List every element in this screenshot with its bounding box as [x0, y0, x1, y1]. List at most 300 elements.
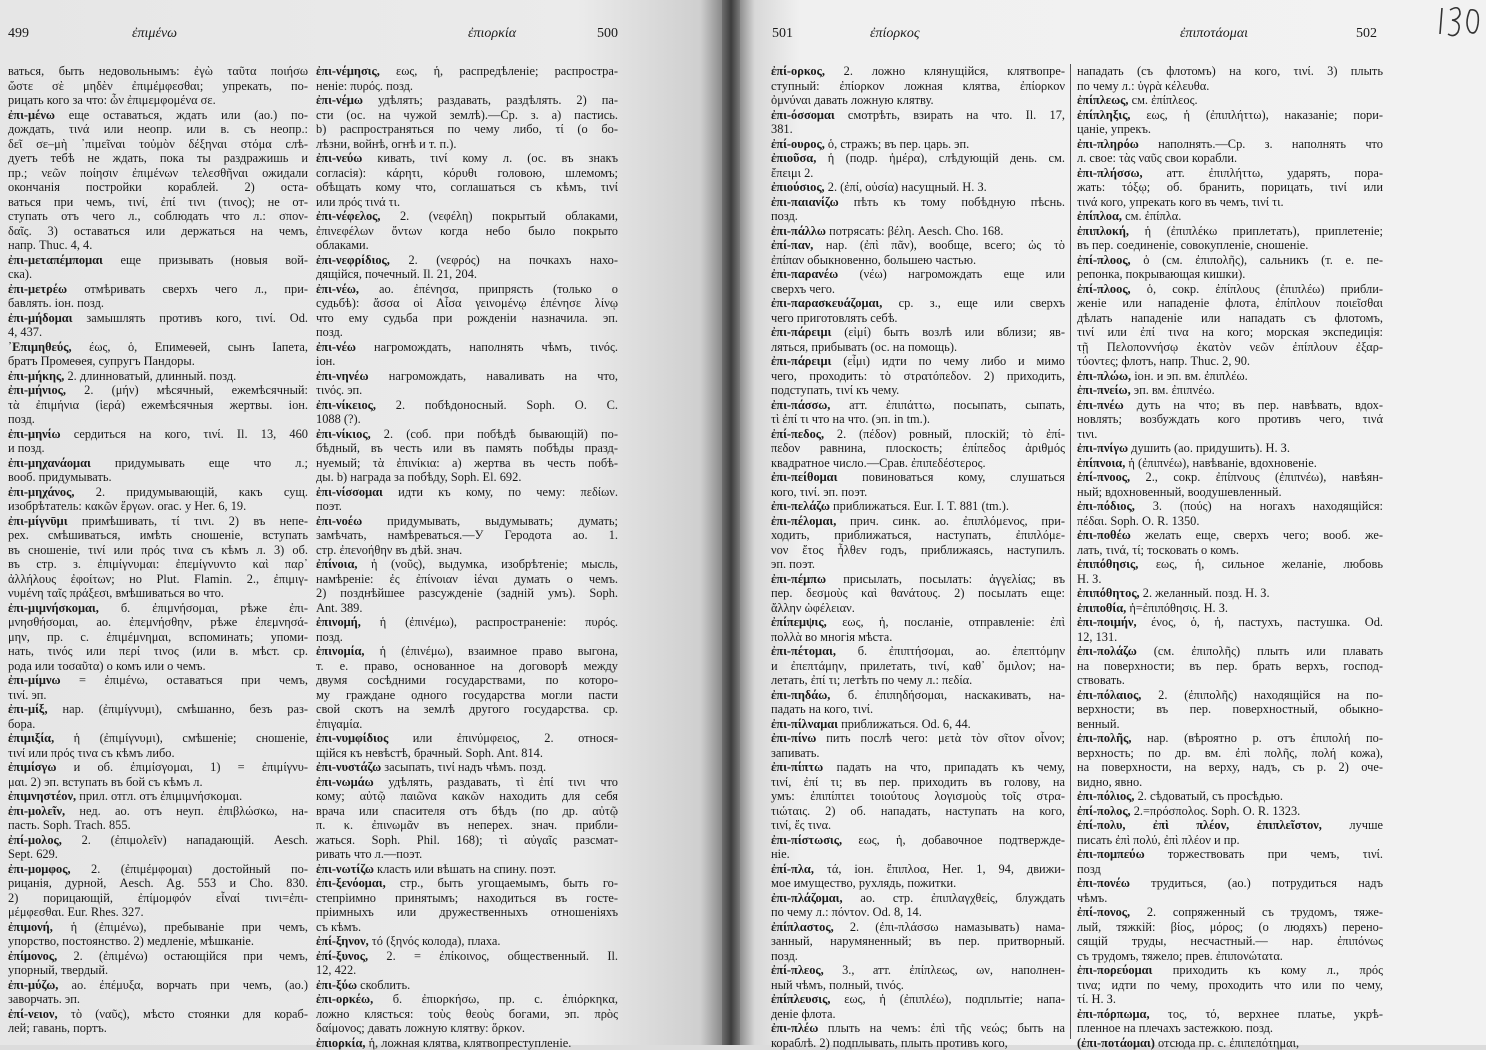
headword: ἐπίπλευσις, [771, 992, 830, 1006]
headword: ἐπίπνοια, [1077, 456, 1125, 470]
text-line: новлять; возбуждать кого противъ чего, τινά [1077, 412, 1383, 427]
headword: ἐπιμονή, [8, 920, 53, 934]
definition-text: іон. и эп. вм. ἐπιπλέω. [1131, 369, 1248, 383]
definition-text: 2. длинноватый, длинный. позд. [64, 369, 236, 383]
page-number: 500 [597, 26, 618, 42]
headword: ἐπι-νεφρίδιος, [316, 253, 390, 267]
headword: ἐπι-πνέω [1077, 398, 1124, 412]
entry-first-line [8, 383, 308, 398]
text-line: позд. [771, 209, 1065, 224]
dictionary-column [8, 64, 308, 1036]
definition-text: нар. (ἐπὶ πᾶν), вообще, всего; ὡς τὸ [813, 238, 1065, 252]
text-line: сящій труды, несчастный.— нар. ἐπιπόνως [1077, 934, 1383, 949]
entry-first-line [771, 963, 1065, 978]
text-line: позд. [8, 412, 308, 427]
text-line: τινί, ἐπί τι; въ пер. приходить въ голову, на [771, 775, 1065, 790]
definition-text: ἡ (ἐπινέμω), распространеніе: πυρός. [361, 615, 618, 629]
definition-text: (см. ἐπιπολῆς) плыть или плавать [1137, 644, 1383, 658]
entry-first-line [1077, 601, 1383, 616]
text-line: писать ἐπὶ πολύ, ἐπὶ πλέον и пр. [1077, 833, 1383, 848]
definition-text: 2. (ἐπιμολεῖν) нападающій. Aesch. [62, 833, 308, 847]
definition-text: падать на что, припадать къ чему, [823, 760, 1065, 774]
entry-first-line [771, 688, 1065, 703]
text-line: ступать отъ чего л., соблюдать что л.: σπον- [8, 209, 308, 224]
entry-first-line [771, 499, 1065, 514]
entry-first-line [8, 804, 308, 819]
definition-text: = ἐπιμένω, оставаться при чемъ, [61, 673, 308, 687]
headword: ᾽Επιμηθεύς, [8, 340, 72, 354]
entry-first-line [316, 398, 618, 413]
text-line: жаться. Soph. Phil. 168); τὶ αὐγαῖς разсмат- [316, 833, 618, 848]
entry-first-line [771, 267, 1065, 282]
entry-first-line [1077, 137, 1383, 152]
entry-first-line [8, 731, 308, 746]
definition-text: желать еще, сверхъ чего; вооб. же- [1131, 528, 1383, 542]
definition-text: отсюда пр. с. ἐπιπεπότημαι, [1155, 1036, 1299, 1050]
text-line: бора. [8, 717, 308, 732]
definition-text: 3. (πούς) на ногахъ находящійся: [1135, 499, 1383, 513]
column-rule [1070, 64, 1071, 1039]
text-line: ложно клясться: τοὺς θεοὺς богами, эп. πρὸς [316, 1007, 618, 1022]
text-line: лей; гавань, портъ. [8, 1021, 308, 1036]
definition-text: ὁ (см. ἐπιπολῆς), сальникъ (т. е. пе- [1131, 253, 1383, 267]
headword: ἐπί-πνοος, [1077, 470, 1130, 484]
headword: ἐπί-ορκος, [771, 64, 825, 78]
definition-text: ἡ (ἐπινέμω), взаимное право выгона, [365, 644, 618, 658]
entry-first-line [1077, 224, 1383, 239]
text-line: μην, пр. с. ἐπιμέμνημαι, вспоминать; упоми- [8, 630, 308, 645]
entry-first-line [771, 615, 1065, 630]
definition-text: τος, τό, верхнее платье, укрѣ- [1150, 1007, 1383, 1021]
text-line: летать, ἐπί τι; летѣть по чему л.: πεδία. [771, 673, 1065, 688]
text-line: позд. [316, 325, 618, 340]
entry-first-line [771, 891, 1065, 906]
text-line: поэт. [316, 499, 618, 514]
entry-first-line [8, 1007, 308, 1022]
definition-text: 2. (ἐπι-πλάσσω намазывать) нама- [834, 920, 1065, 934]
headword: ἐπίπλαστος, [771, 920, 834, 934]
definition-text: ὁ, стражъ; въ пер. царь. эп. [825, 137, 969, 151]
headword: ἐπι-νεύω [316, 151, 362, 165]
text-line: л. свое: τὰς ναῦς свои корабли. [1077, 151, 1383, 166]
text-line: согласія): κάρητι, κόρυθι головою, шлемомъ; [316, 166, 618, 181]
definition-text: ао. ἐπένησα, припрясть (только о [359, 282, 618, 296]
headword: ἐπι-νοέω [316, 514, 362, 528]
headword: ἐπι-πολάζω [1077, 644, 1137, 658]
headword: ἐπι-νίκιος, [316, 427, 371, 441]
text-line: подступать, τινί къ чему. [771, 383, 1065, 398]
entry-first-line [1077, 644, 1383, 659]
definition-text: нед. ао. отъ неуп. ἐπιβλώσκω, на- [65, 804, 308, 818]
headword: ἐπίπληξις, [1077, 108, 1131, 122]
text-line: цаніе, упрекъ. [1077, 122, 1383, 137]
text-line: заворчать. эп. [8, 992, 308, 1007]
text-line: обѣщать кому что, соглашаться съ кѣмъ, τινί [316, 180, 618, 195]
text-line: μνησθήσομαι, ао. ἐπεμνήσθην, рѣже ἐπεμνησά- [8, 615, 308, 630]
headword: ἐπι-πόλαιος, [1077, 688, 1141, 702]
definition-text: τό (ξηνός колода), плаха. [369, 934, 501, 948]
text-line: іон. [316, 354, 618, 369]
text-line: запивать. [771, 746, 1065, 761]
entry-first-line [771, 920, 1065, 935]
entry-first-line [1077, 398, 1383, 413]
entry-first-line [1077, 166, 1383, 181]
entry-first-line [8, 485, 308, 500]
headword: ἐπι-πνίγω [1077, 441, 1128, 455]
text-line: 12, 131. [1077, 630, 1383, 645]
entry-first-line [771, 427, 1065, 442]
headword: ἐπιπλοκή, [1077, 224, 1129, 238]
headword: ἐπιμνηστέον, [8, 789, 76, 803]
text-line: 2) позднѣйшее разсужденіе (задній умъ). Soph. [316, 586, 618, 601]
definition-text: лучше [1322, 818, 1383, 832]
text-line: ἐπίπαν обыкновенно, большею частью. [771, 253, 1065, 268]
entry-first-line [771, 195, 1065, 210]
headword: ἐπι-πορεύομαι [1077, 963, 1152, 977]
text-line: пленное на плечахъ застежкою. позд. [1077, 1021, 1383, 1036]
text-line: въ стр. з. ἐπιμίγνυμαι: ἐπεμίγνυντο καὶ παρ᾽ [8, 557, 308, 572]
text-line: му граждане одного государства могли пасти [316, 688, 618, 703]
text-line: дѣлать нападеніе или нападать съ флотомъ, [1077, 311, 1383, 326]
text-line: b) распространяться по чему либо, τί (о бо- [316, 122, 618, 137]
text-line: τύοντες; флотъ, напр. Thuc. 2, 90. [1077, 354, 1383, 369]
text-line: кого, τινί. эп. поэт. [771, 485, 1065, 500]
headword: ἐπι-πίπτω [771, 760, 823, 774]
definition-text: ἡ (подр. ἡμέρα), слѣдующій день. см. [816, 151, 1065, 165]
entry-first-line [1077, 731, 1383, 746]
headword: ἐπι-πλέω [771, 1021, 818, 1035]
entry-first-line [771, 398, 1065, 413]
entry-first-line [316, 862, 618, 877]
headword: ἐπί-πλα, [771, 862, 814, 876]
entry-first-line [8, 760, 308, 775]
entry-first-line [771, 514, 1065, 529]
entry-first-line [771, 862, 1065, 877]
entry-first-line [1077, 383, 1383, 398]
headword: ἐπί-πονος, [1077, 905, 1130, 919]
headword: ἐπι-ποθέω [1077, 528, 1131, 542]
definition-text: удѣлять, раздавать, τὶ ἐπί τινι что [374, 775, 618, 789]
definition-text: ἡ (ἐπιπνέω), навѣваніе, вдохновеніе. [1125, 456, 1317, 470]
definition-text: εως, ἡ (ἐπιπλέω), подплытіе; напа- [830, 992, 1065, 1006]
text-line: νυμένη ταῖς πράξεσι, вмѣшиваться во что. [8, 586, 308, 601]
text-line: ный; вдохновенный, воодушевленный. [1077, 485, 1383, 500]
text-line: ляться, прибывать (ос. на помощь). [771, 340, 1065, 355]
entry-first-line [1077, 876, 1383, 891]
text-line: ривать что л.—поэт. [316, 847, 618, 862]
text-line: видно, явно. [1077, 775, 1383, 790]
text-line: 1088 (?). [316, 412, 618, 427]
headword: ἐπι-πίστωσις, [771, 833, 842, 847]
text-line: ска). [8, 267, 308, 282]
entry-first-line [316, 485, 618, 500]
entry-first-line [8, 108, 308, 123]
text-line: ἄλλην ὠφέλειαν. [771, 601, 1065, 616]
entry-first-line [316, 340, 618, 355]
text-line: ды. b) награда за побѣду, Soph. El. 692. [316, 470, 618, 485]
definition-text: пѣть къ тому побѣдную пѣснь. [839, 195, 1065, 209]
entry-first-line [771, 1021, 1065, 1036]
headword: ἐπι-ξενόομαι, [316, 876, 386, 890]
entry-first-line [316, 615, 618, 630]
entry-first-line [8, 862, 308, 877]
definition-text: б. ἐπιπηδήσομαι, наскакивать, на- [830, 688, 1065, 702]
headword: ἐπι-πάσσω, [771, 398, 830, 412]
text-line: упорство, постоянство. 2) медленіе, мѣшканіе. [8, 934, 308, 949]
text-line: δεῖ σε–μὴ ᾽πιμεῖναι τοὐμὸν δέξηναι στόμα слѣ- [8, 137, 308, 152]
headword: ἐπι-νίκειος, [316, 398, 376, 412]
definition-text: идти къ кому, по чему: πεδίων. [383, 485, 618, 499]
entry-first-line [1077, 499, 1383, 514]
entry-first-line [316, 1036, 618, 1050]
headword: ἐπι-πόρπωμα, [1077, 1007, 1150, 1021]
definition-text: 2. желанный. позд. Н. З. [1140, 586, 1270, 600]
text-line: женіе или нападеніе флота, ἐπίπλουν ποιεῖσθαι [1077, 296, 1383, 311]
entry-first-line [8, 514, 308, 529]
definition-text: 2. (ἐπί, οὐσία) насущный. Н. З. [825, 180, 987, 194]
headword: ἐπιμιξία, [8, 731, 54, 745]
entry-first-line [316, 64, 618, 79]
text-line: позд. [316, 630, 618, 645]
text-line: рех. смѣшиваться, имѣть сношеніе, вступать [8, 528, 308, 543]
definition-text: трудиться, (ао.) потрудиться надъ [1130, 876, 1383, 890]
text-line: τί. Н. З. [1077, 992, 1383, 1007]
entry-first-line [316, 949, 618, 964]
definition-text: примѣшивать, τί τινι. 2) въ непе- [68, 514, 308, 528]
entry-first-line [316, 934, 618, 949]
text-line: мое имущество, рухлядь, пожитки. [771, 876, 1065, 891]
text-line: окончанія постройки кораблей. 2) оста- [8, 180, 308, 195]
text-line: изобрѣтатель: κακῶν ἔργων. orac. у Her. 6, 19. [8, 499, 308, 514]
definition-text: стр., быть угощаемымъ, быть го- [386, 876, 618, 890]
entry-first-line [8, 311, 308, 326]
entry-first-line [316, 644, 618, 659]
headword: ἐπι-μετρέω [8, 282, 67, 296]
entry-first-line [8, 456, 308, 471]
text-line: свой скотъ на землѣ другого государства. ср. [316, 702, 618, 717]
headword: ἐπι-πάρειμι [771, 354, 831, 368]
definition-text: έως, ὁ, Епимеѳей, сынъ Іапета, [72, 340, 308, 354]
headword: ἐπι-μίγνῡμι [8, 514, 68, 528]
text-line: τινά кого, упрекать кого въ чемъ, τινί τι. [1077, 195, 1383, 210]
entry-first-line [8, 978, 308, 993]
definition-text: еще оставаться, ждать или (ао.) по- [55, 108, 308, 122]
definition-text: ἡ (ἐπιμένω), пребываніе при чемъ, [53, 920, 308, 934]
text-line: чего приготовлять себѣ. [771, 311, 1065, 326]
headword: ἐπί-πλοος, [1077, 282, 1131, 296]
definition-text: замышлять противъ кого, τινί. Od. [73, 311, 308, 325]
text-line: рицать кого за что: ὧν ἐπιμεμφομένα σε. [8, 93, 308, 108]
text-line: на поверхности, на верху, надъ, съ р. 2) оче- [1077, 760, 1383, 775]
text-line: облаками. [316, 238, 618, 253]
entry-first-line [316, 369, 618, 384]
headword: ἐπί-ξυνος, [316, 949, 368, 963]
definition-text: прил. отгл. отъ ἐπιμιμνήσκομαι. [76, 789, 242, 803]
entry-first-line [8, 253, 308, 268]
headword: ἐπι-πίλναμαι [771, 717, 838, 731]
headword: ἐπι-νέφελος, [316, 209, 381, 223]
headword: ἐπι-πληρόω [1077, 137, 1139, 151]
entry-first-line [1077, 1036, 1383, 1050]
text-line: ступный: ἐπίορκον ложная клятва, ἐπίορκον [771, 79, 1065, 94]
headword: ἐπι-νέω [316, 340, 356, 354]
text-line: ἐπινεφέλων ὄντων когда небо было покрыто [316, 224, 618, 239]
text-line: упорный, твердый. [8, 963, 308, 978]
entry-first-line [1077, 615, 1383, 630]
text-line: ходить, приближаться, наступать, ἐπιπλόμε- [771, 528, 1065, 543]
definition-text: εως, ἡ (ἐπιπλήττω), наказаніе; пори- [1131, 108, 1383, 122]
text-line: чего, проходить: τὸ στρατόπεδον. 2) приходить, [771, 369, 1065, 384]
text-line: 2) порицающій, ἐπίμομφόν εἶναί τινι=ἐπι- [8, 891, 308, 906]
definition-text: 2. (νεφρός) на почкахъ нахо- [390, 253, 618, 267]
definition-text: б. ἐπιορκήσω, пр. с. ἐπιόρκηκα, [373, 992, 618, 1006]
definition-text: душить (ао. придушить). Н. З. [1128, 441, 1290, 455]
entry-first-line [1077, 557, 1383, 572]
entry-first-line [1077, 528, 1383, 543]
text-line: πεδον равнина, плоскость; ἐπίπεδος ἀριθμός [771, 441, 1065, 456]
text-line: съ кѣмъ. [316, 920, 618, 935]
entry-first-line [8, 702, 308, 717]
entry-first-line [1077, 963, 1383, 978]
text-line: репонка, покрывающая кишки). [1077, 267, 1383, 282]
text-line: дящійся, почечный. Il. 21, 204. [316, 267, 618, 282]
book-gutter [722, 0, 740, 1045]
headword: ἐπι-μεταπέμπομαι [8, 253, 103, 267]
definition-text: 2. сопряженный съ трудомъ, тяже- [1130, 905, 1383, 919]
headword: ἐπι-μολεῖν, [8, 804, 65, 818]
headword: ἐπι-μίμνω [8, 673, 61, 687]
headword: ἐπιποθία, [1077, 601, 1126, 615]
entry-first-line [771, 354, 1065, 369]
text-line: сверхъ чего. [771, 282, 1065, 297]
definition-text: нар. (ἐπιμίγνυμι), смѣшанно, безъ раз- [48, 702, 308, 716]
entry-first-line [771, 644, 1065, 659]
headword: ἐπι-πέλομαι, [771, 514, 836, 528]
headword: ἐπι-πόδιος, [1077, 499, 1135, 513]
entry-first-line [1077, 470, 1383, 485]
dictionary-column [316, 64, 618, 1050]
text-line: ваться при чемъ, τινί, ἐπί τινι (τινος); не от- [8, 195, 308, 210]
headword: ἐπι-νωτίζω [316, 862, 374, 876]
headword: ἐπι-μένω [8, 108, 55, 122]
text-line: νον ἔτος ἦλθεν годъ, приближаясь, наступилъ. [771, 543, 1065, 558]
entry-first-line [1077, 369, 1383, 384]
entry-first-line [1077, 441, 1383, 456]
text-line: верхности; въ пер. поверхностный, обыкно- [1077, 702, 1383, 717]
entry-first-line [316, 731, 618, 746]
definition-text: (εἰμί) быть возлѣ или вблизи; яв- [831, 325, 1065, 339]
text-line: напр. Thuc. 4, 4. [8, 238, 308, 253]
text-line: жать: τόξῳ; об. бранить, порицать, τινί или [1077, 180, 1383, 195]
definition-text: 2. придумывающій, какъ сущ. [74, 485, 308, 499]
text-line: замѣчать, намѣреваться.—У Геродота ао. 1. [316, 528, 618, 543]
headword: ἐπι-πάλλω [771, 224, 826, 238]
definition-text: ао. ἐπέμυξα, ворчать при чемъ, (ао.) [58, 978, 308, 992]
headword: ἐπι-πομπεύω [1077, 847, 1145, 861]
text-line: ніе. [771, 847, 1065, 862]
definition-text: эп. вм. ἐπιπνέω. [1131, 383, 1215, 397]
definition-text: класть или вѣшать на спину. поэт. [374, 862, 556, 876]
text-line: 381. [771, 122, 1065, 137]
headword: ἐπι-πέτομαι, [771, 644, 836, 658]
entry-first-line [316, 151, 618, 166]
headword: ἐπί-πεδος, [771, 427, 824, 441]
text-line: ствовать. [1077, 673, 1383, 688]
text-line: ἔπειμι 2. [771, 166, 1065, 181]
entry-first-line [1077, 209, 1383, 224]
text-line: лѣзни, войнѣ, огнѣ и т. п.). [316, 137, 618, 152]
definition-text: скоблить. [357, 978, 410, 992]
entry-first-line [8, 427, 308, 442]
entry-first-line [1077, 1007, 1383, 1022]
text-line: неніе: πυρός. позд. [316, 79, 618, 94]
definition-text: ἡ=ἐπιπόθησις. Н. З. [1126, 601, 1228, 615]
text-line: лый, тяжкій: βίος, μόρος; (о людяхъ) перено- [1077, 920, 1383, 935]
definition-text: 2. = ἐπίκοινος, общественный. Il. [368, 949, 618, 963]
headword: ἐπί-πολος, [1077, 804, 1131, 818]
definition-text: отмѣривать сверхъ чего л., при- [67, 282, 308, 296]
text-line: стр. ἐπενοήθην въ дѣй. знач. [316, 543, 618, 558]
headword: ἐπι-παιανίζω [771, 195, 839, 209]
headword: ἐπί-ξηνον, [316, 934, 369, 948]
headword: ἐπίμονος, [8, 949, 57, 963]
headword: ἐπι-πέμπω [771, 572, 826, 586]
entry-first-line [316, 209, 618, 224]
entry-first-line [316, 514, 618, 529]
entry-first-line [8, 601, 308, 616]
text-line: ваться, быть недовольнымъ: ἐγὼ ταῦτα ποιήσω [8, 64, 308, 79]
definition-text: плыть на чемъ: ἐπὶ τῆς νεώς; быть на [818, 1021, 1065, 1035]
entry-first-line [8, 789, 308, 804]
headword: ἐπι-νυμφίδιος [316, 731, 388, 745]
definition-text: 2. ложно клянущійся, клятвопре- [825, 64, 1065, 78]
definition-text: 2. побѣдоносный. Soph. O. C. [376, 398, 618, 412]
entry-first-line [771, 137, 1065, 152]
entry-first-line [1077, 789, 1383, 804]
definition-text: 2. (νεφέλη) покрытый облаками, [381, 209, 618, 223]
text-line: 4, 437. [8, 325, 308, 340]
headword: ἐπί-πλοος, [1077, 253, 1131, 267]
headword: ἐπι-νυστάζω [316, 760, 381, 774]
entry-first-line [771, 296, 1065, 311]
definition-text: 3., атт. ἐπίπλεως, ων, наполнен- [824, 963, 1065, 977]
entry-first-line [771, 572, 1065, 587]
definition-text: удѣлять; раздавать, раздѣлять. 2) па- [363, 93, 618, 107]
entry-first-line [316, 93, 618, 108]
entry-first-line [771, 731, 1065, 746]
headword: ἐπι-νίσσομαι [316, 485, 383, 499]
text-line: на поверхности; въ пер. брать верхъ, господ- [1077, 659, 1383, 674]
running-head: ἐπιμένω [132, 26, 177, 42]
text-line: рицанія, дурной, Aesch. Ag. 553 и Cho. 830. [8, 876, 308, 891]
entry-first-line [8, 340, 308, 355]
text-line: рода или τοσαῦτα) о комъ или о чемъ. [8, 659, 308, 674]
entry-first-line [316, 876, 618, 891]
headword: ἐπίπλοα, [1077, 209, 1122, 223]
definition-text: нагромождать, наполнять чѣмъ, τινός. [356, 340, 618, 354]
text-line: ἐπιγαμία. [316, 717, 618, 732]
headword: ἐπι-νέμησις, [316, 64, 380, 78]
headword: ἐπι-νέω, [316, 282, 359, 296]
page-number: 502 [1356, 26, 1377, 42]
text-line: братъ Промеѳея, супругъ Пандоры. [8, 354, 308, 369]
handwritten-page-note [1436, 0, 1486, 40]
headword: ἐπιορκία, [316, 1036, 365, 1050]
definition-text: потрясать: βέλη. Aesch. Cho. 168. [826, 224, 1003, 238]
entry-first-line [8, 282, 308, 297]
headword: ἐπι-μίξ, [8, 702, 48, 716]
page-number: 499 [8, 26, 29, 42]
